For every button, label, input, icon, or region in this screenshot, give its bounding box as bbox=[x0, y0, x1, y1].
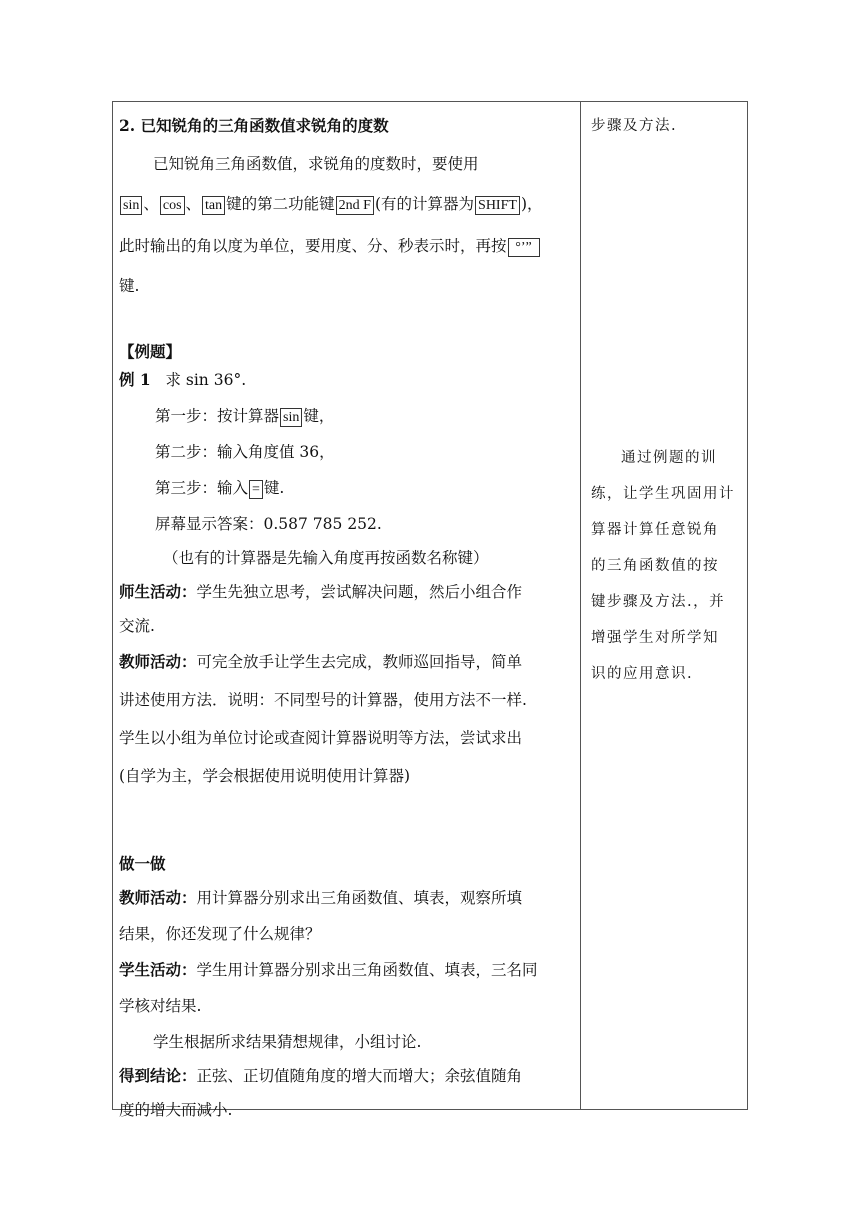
right-text: 识的应用意识. bbox=[591, 666, 694, 682]
step-2: 第二步：输入角度值 36， bbox=[155, 443, 335, 461]
text: 学生用计算器分别求出三角函数值、填表，三名同 bbox=[196, 961, 538, 979]
key-sin: sin bbox=[280, 408, 302, 427]
key-equals: = bbox=[249, 480, 263, 499]
text: 用计算器分别求出三角函数值、填表，观察所填 bbox=[196, 889, 523, 907]
paragraph-line: 学生以小组为单位讨论或查阅计算器说明等方法，尝试求出 bbox=[119, 729, 523, 747]
text: 键的第二功能键 bbox=[226, 195, 335, 213]
label: 得到结论： bbox=[119, 1066, 197, 1085]
key-dms: °’” bbox=[508, 238, 540, 257]
student-activity bbox=[119, 958, 538, 980]
label: 学生活动： bbox=[119, 960, 197, 979]
paragraph-line: 已知锐角三角函数值，求锐角的度数时，要使用 bbox=[153, 155, 479, 173]
label: 教师活动： bbox=[119, 888, 197, 907]
key-2ndf: 2nd F bbox=[336, 196, 374, 215]
label: 师生活动： bbox=[119, 582, 197, 601]
text: 键， bbox=[303, 407, 335, 425]
note: （也有的计算器是先输入角度再按函数名称键） bbox=[163, 549, 489, 567]
paragraph-line: (自学为主，学会根据使用说明使用计算器) bbox=[119, 767, 411, 785]
separator: 、 bbox=[143, 195, 159, 213]
label: 教师活动： bbox=[119, 652, 197, 671]
paragraph-line: 学核对结果. bbox=[119, 997, 202, 1015]
key-sin: sin bbox=[120, 196, 142, 215]
key-cos: cos bbox=[160, 196, 185, 215]
teacher-student-activity bbox=[119, 580, 522, 602]
text: (有的计算器为 bbox=[374, 195, 475, 213]
text: )， bbox=[520, 195, 543, 213]
right-text: 的三角函数值的按 bbox=[591, 558, 719, 574]
text: 学生先独立思考，尝试解决问题，然后小组合作 bbox=[196, 583, 523, 601]
teacher-activity bbox=[119, 650, 522, 672]
paragraph-line bbox=[119, 234, 541, 257]
text: 可完全放手让学生去完成，教师巡回指导，简单 bbox=[196, 653, 523, 671]
right-text-top: 步骤及方法. bbox=[591, 118, 678, 134]
example-1 bbox=[119, 368, 246, 390]
key-tan: tan bbox=[202, 196, 225, 215]
conclusion bbox=[119, 1064, 522, 1086]
right-text: 练，让学生巩固用计 bbox=[591, 486, 735, 502]
step-1 bbox=[155, 404, 334, 427]
right-text: 增强学生对所学知 bbox=[591, 630, 719, 646]
text: 正弦、正切值随角度的增大而增大；余弦值随角 bbox=[196, 1067, 523, 1085]
text: 此时输出的角以度为单位，要用度、分、秒表示时，再按 bbox=[119, 237, 507, 255]
text: 键. bbox=[263, 479, 285, 497]
paragraph-line: 讲述使用方法．说明：不同型号的计算器，使用方法不一样. bbox=[119, 691, 527, 709]
column-divider bbox=[580, 102, 581, 1109]
text: 第三步：输入 bbox=[155, 479, 249, 497]
paragraph-line bbox=[119, 192, 543, 215]
paragraph-line: 交流. bbox=[119, 617, 155, 635]
example-header: 【例题】 bbox=[119, 342, 182, 361]
paragraph-line: 学生根据所求结果猜想规律，小组讨论. bbox=[153, 1033, 422, 1051]
paragraph-line: 结果，你还发现了什么规律？ bbox=[119, 925, 321, 943]
paragraph-line: 度的增大而减小. bbox=[119, 1101, 233, 1119]
example-label: 例 1 bbox=[119, 370, 151, 389]
paragraph-line: 键. bbox=[119, 277, 140, 295]
step-3 bbox=[155, 476, 284, 499]
section-title: 2. 已知锐角的三角函数值求锐角的度数 bbox=[119, 116, 389, 135]
teacher-activity-2 bbox=[119, 886, 522, 908]
try-title: 做一做 bbox=[119, 854, 166, 873]
right-text: 通过例题的训 bbox=[621, 450, 717, 466]
example-text: 求 sin 36°. bbox=[165, 371, 247, 389]
separator: 、 bbox=[185, 195, 202, 213]
right-text: 算器计算任意锐角 bbox=[591, 522, 719, 538]
key-shift: SHIFT bbox=[475, 196, 520, 215]
lesson-table bbox=[112, 101, 748, 1119]
right-text: 键步骤及方法.，并 bbox=[591, 594, 726, 610]
text: 第一步：按计算器 bbox=[155, 407, 280, 425]
answer: 屏幕显示答案：0.587 785 252. bbox=[155, 515, 382, 533]
